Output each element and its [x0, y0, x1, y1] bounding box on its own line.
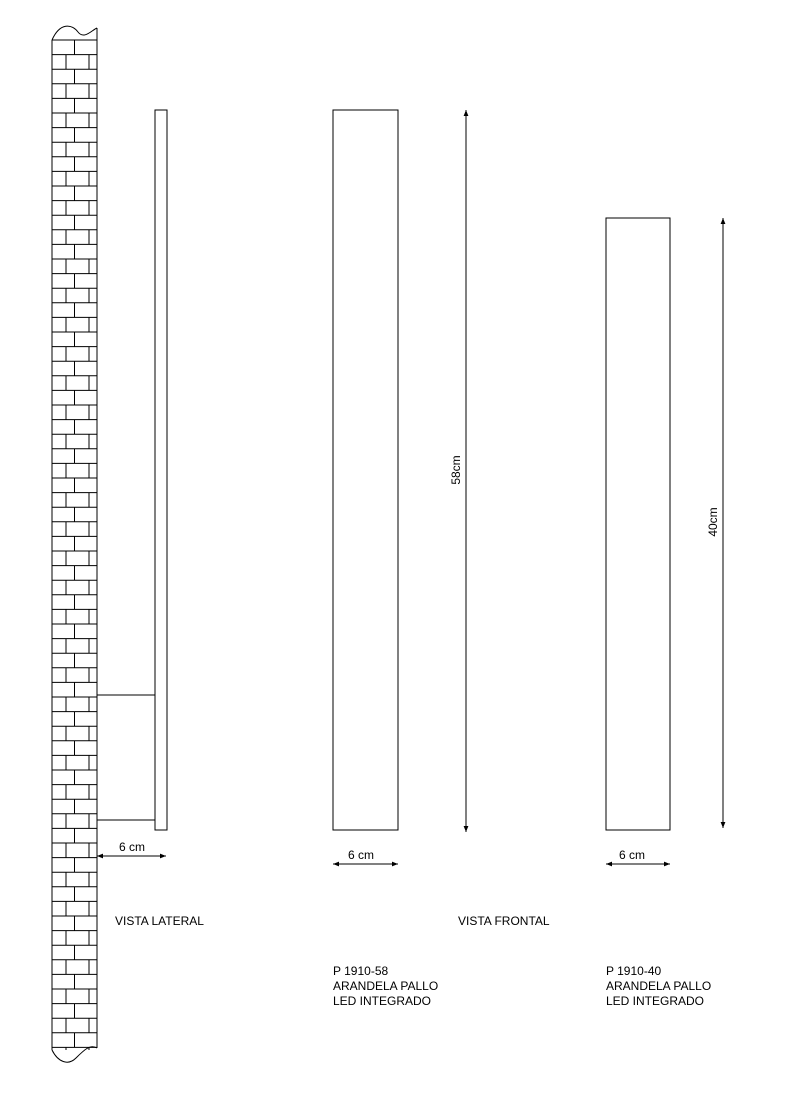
- side-width-dimension: [97, 840, 166, 856]
- front58-width-label: 6 cm: [347, 848, 375, 862]
- brick-wall: [52, 26, 97, 1062]
- front40-width-label: 6 cm: [618, 848, 646, 862]
- front-view-40: [606, 218, 723, 864]
- front40-body: [606, 218, 670, 830]
- front40-height-label: 40cm: [706, 507, 720, 537]
- wall-top-break: [52, 26, 97, 40]
- product-feature: LED INTEGRADO: [606, 994, 705, 1008]
- product-name: ARANDELA PALLO: [606, 979, 712, 993]
- front58-height-label: 58cm: [449, 455, 463, 485]
- side-width-label: 6 cm: [118, 840, 146, 854]
- product-code: P 1910-58: [333, 964, 389, 978]
- product-feature: LED INTEGRADO: [333, 994, 432, 1008]
- front58-body: [333, 110, 398, 830]
- product-caption-40: [606, 964, 711, 1008]
- product-caption-58: [333, 964, 438, 1008]
- view-lateral-title: VISTA LATERAL: [115, 914, 204, 928]
- wall-bottom-break: [52, 1047, 97, 1062]
- view-frontal-title: VISTA FRONTAL: [458, 914, 550, 928]
- product-name: ARANDELA PALLO: [333, 979, 439, 993]
- front-view-58: [333, 110, 466, 864]
- product-code: P 1910-40: [606, 964, 662, 978]
- side-luminaire-body: [155, 110, 167, 830]
- side-view-luminaire: [97, 110, 167, 830]
